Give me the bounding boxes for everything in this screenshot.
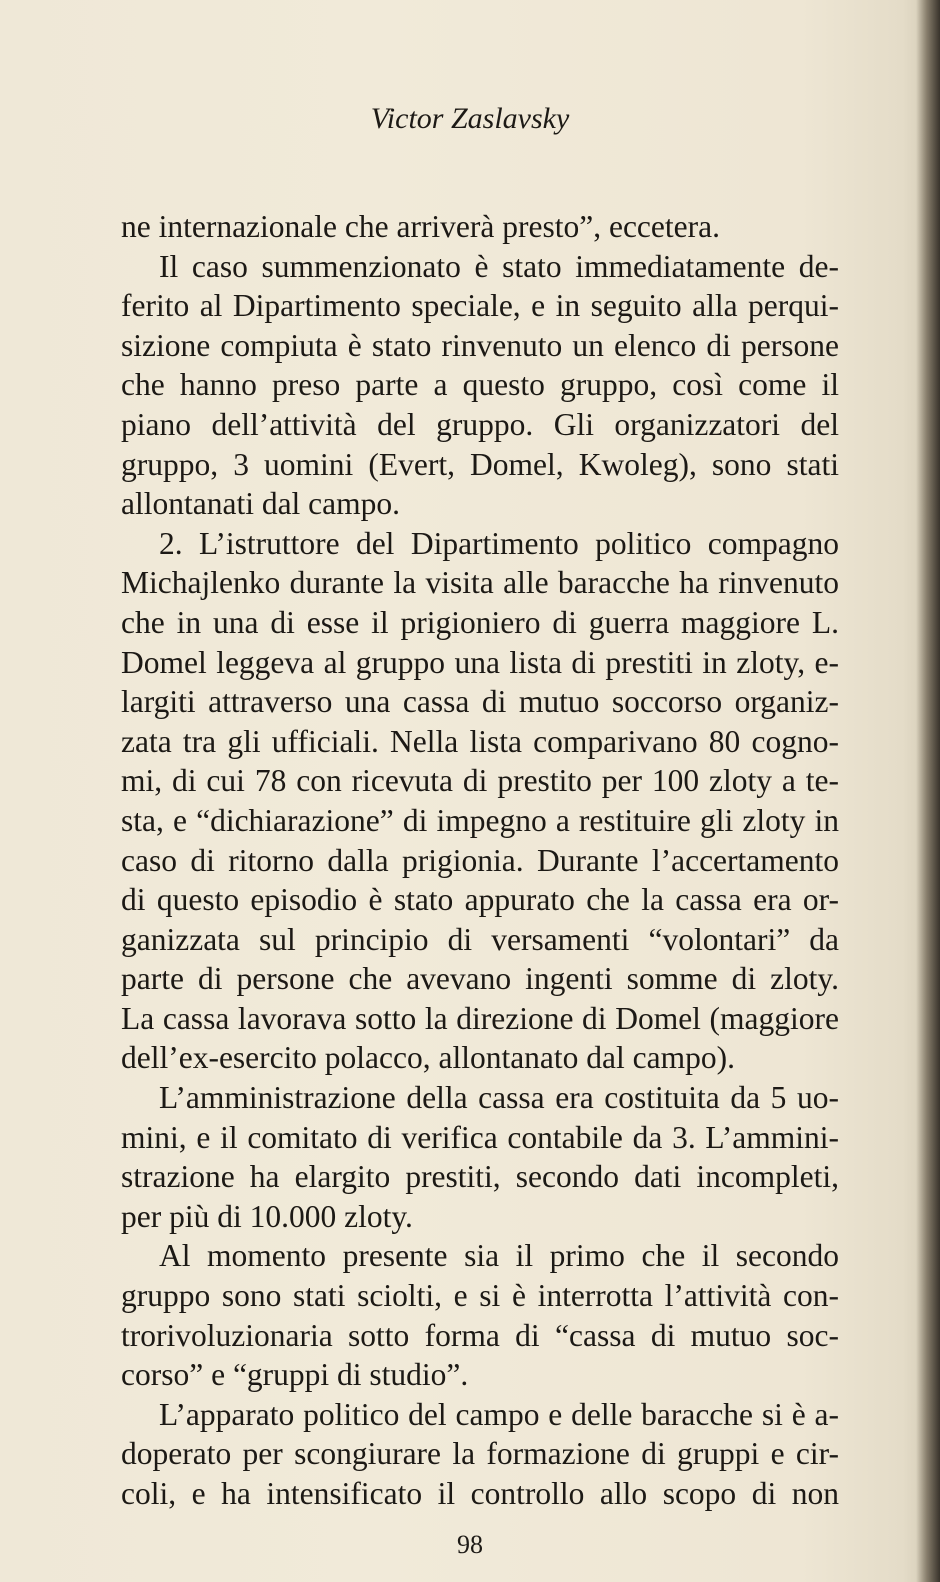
text-line: Michajlenko durante la visita alle baracche ha rinvenuto — [121, 565, 839, 601]
text-line: strazione ha elargito prestiti, secondo dati incompleti, — [121, 1159, 839, 1195]
text-line: Il caso summenzionato è stato immediatamente de- — [159, 248, 839, 284]
text-line: che hanno preso parte a questo gruppo, così come il — [121, 367, 839, 403]
text-line: parte di persone che avevano ingenti somme di zloty. — [121, 961, 839, 997]
text-line: ne internazionale che arriverà presto”, eccetera. — [121, 209, 720, 244]
text-line: mi, di cui 78 con ricevuta di prestito per 100 zloty a te- — [121, 763, 839, 799]
text-line: gruppo sono stati sciolti, e si è interrotta l’attività con- — [121, 1278, 839, 1314]
body-text — [121, 207, 839, 1514]
text-line: Al momento presente sia il primo che il secondo — [159, 1238, 839, 1274]
text-line: L’amministrazione della cassa era costituita da 5 uo- — [159, 1080, 839, 1116]
text-line: caso di ritorno dalla prigionia. Durante l’accertamento — [121, 842, 839, 878]
text-line: allontanati dal campo. — [121, 486, 401, 522]
text-line: ferito al Dipartimento speciale, e in seguito alla perqui- — [121, 288, 839, 324]
text-line: trorivoluzionaria sotto forma di “cassa di mutuo soc- — [121, 1317, 839, 1353]
text-line: La cassa lavorava sotto la direzione di Domel (maggiore — [121, 1000, 839, 1036]
text-line: 2. L’istruttore del Dipartimento politico compagno — [159, 525, 839, 561]
text-line: Domel leggeva al gruppo una lista di prestiti in zloty, e- — [121, 644, 839, 680]
text-line: per più di 10.000 zloty. — [121, 1198, 413, 1234]
text-line: mini, e il comitato di verifica contabile da 3. L’ammini- — [121, 1119, 839, 1155]
text-line: gruppo, 3 uomini (Evert, Domel, Kwoleg), sono stati — [121, 446, 839, 482]
text-line: coli, e ha intensificato il controllo allo scopo di non — [121, 1476, 839, 1511]
text-line: doperato per scongiurare la formazione di gruppi e cir- — [121, 1436, 839, 1472]
text-line: largiti attraverso una cassa di mutuo soccorso organiz- — [121, 684, 839, 720]
text-line: ganizzata sul principio di versamenti “volontari” da — [121, 921, 839, 957]
text-line: L’apparato politico del campo e delle baracche si è a- — [159, 1396, 839, 1432]
text-line: zata tra gli ufficiali. Nella lista comparivano 80 cogno- — [121, 723, 839, 759]
text-line: piano dell’attività del gruppo. Gli organizzatori del — [121, 406, 839, 442]
text-line: sizione compiuta è stato rinvenuto un elenco di persone — [121, 327, 839, 363]
page-binding-shadow — [916, 0, 940, 1582]
text-line: corso” e “gruppi di studio”. — [121, 1357, 469, 1393]
text-line: dell’ex-esercito polacco, allontanato dal campo). — [121, 1040, 735, 1076]
running-head: Victor Zaslavsky — [370, 102, 570, 135]
text-line: che in una di esse il prigioniero di guerra maggiore L. — [121, 604, 839, 640]
text-line: sta, e “dichiarazione” di impegno a restituire gli zloty in — [121, 802, 839, 838]
page-number: 98 — [457, 1530, 483, 1559]
text-line: di questo episodio è stato appurato che la cassa era or- — [121, 882, 839, 918]
